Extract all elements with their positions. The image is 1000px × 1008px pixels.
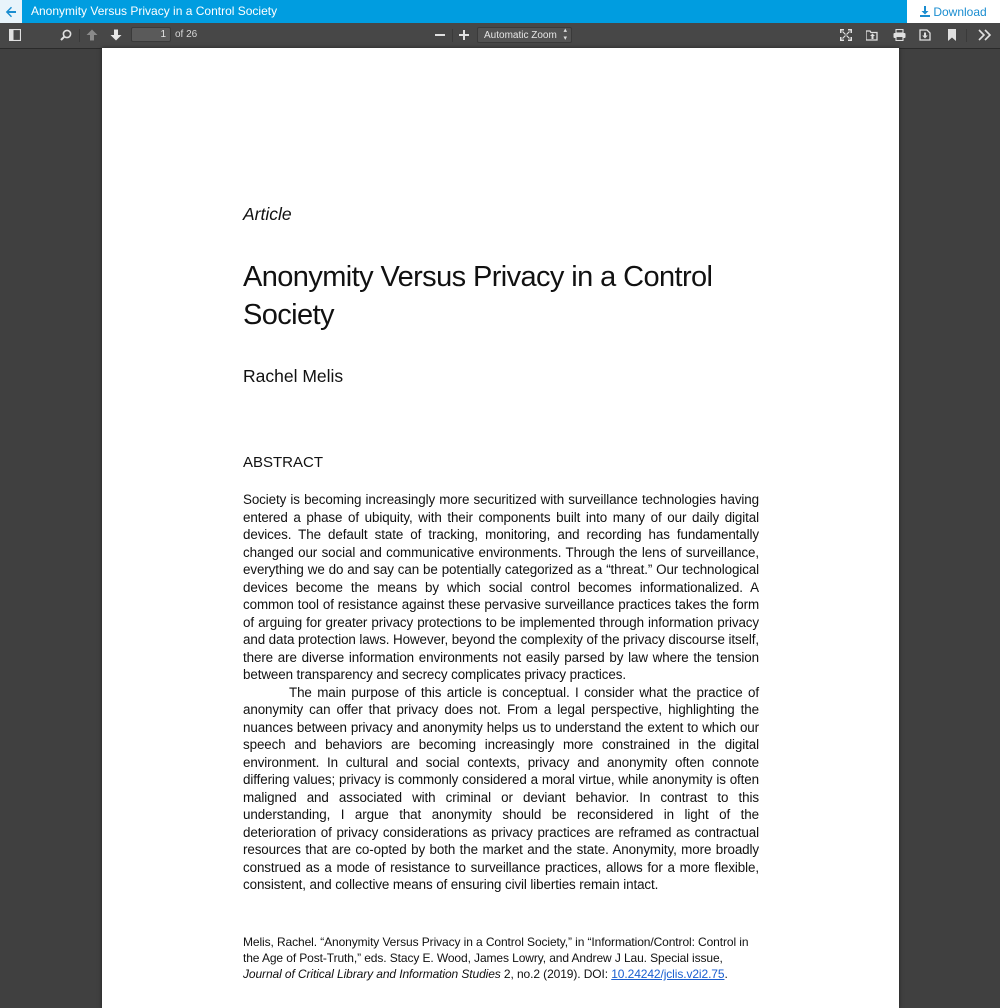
download-button[interactable] (907, 0, 1000, 23)
pdf-toolbar (0, 23, 1000, 49)
abstract-paragraph: The main purpose of this article is conceptual. I consider what the practice of anonymity can offer that privacy does not. From a legal perspective, highlighting the nuances between privacy and anonymity helps us to understand the extent to which our speech and behaviors are becoming increasingly more constrained in the digital environment. In cultural and social contexts, privacy and anonymity often connote differing values; privacy is commonly considered a moral virtue, while anonymity is often maligned and associated with criminal or deviant behavior. In contrast to this understanding, I argue that anonymity should be reconsidered in light of the deterioration of privacy considerations as privacy practices are reframed as contractual resources that are co-opted by both the market and the state. Anonymity, more broadly construed as a mode of resistance to surveillance practices, allows for a more flexible, consistent, and collective means of ensuring civil liberties remain intact. (243, 684, 759, 892)
page-number-input[interactable] (131, 27, 171, 42)
presentation-mode-button[interactable] (836, 26, 856, 44)
toolbar-separator (966, 29, 967, 42)
author-name: Rachel Melis (243, 366, 344, 386)
zoom-in-button[interactable] (454, 26, 474, 44)
download-icon (919, 29, 931, 41)
arrow-left-icon (5, 6, 17, 18)
viewer-header (0, 0, 1000, 23)
zoom-select-value: Automatic Zoom (484, 30, 557, 41)
zoom-select[interactable] (477, 27, 572, 43)
print-button[interactable] (889, 26, 909, 44)
search-icon (60, 29, 72, 41)
citation-journal: Journal of Critical Library and Information Studies (243, 967, 501, 981)
document-title: Anonymity Versus Privacy in a Control Society (31, 4, 278, 18)
open-file-icon (866, 29, 879, 41)
abstract-heading: ABSTRACT (243, 454, 324, 471)
article-label: Article (243, 204, 292, 224)
citation-text: 2, no.2 (2019). DOI: (500, 967, 612, 981)
toolbar-separator (79, 29, 80, 42)
bookmark-icon (947, 29, 957, 41)
zoom-out-button[interactable] (430, 26, 450, 44)
toolbar-separator (452, 29, 453, 42)
page-count-label: of 26 (175, 29, 198, 40)
abstract-body (243, 491, 759, 894)
save-button[interactable] (915, 26, 935, 44)
previous-page-button[interactable] (82, 26, 102, 44)
print-icon (893, 29, 906, 41)
abstract-paragraph: Society is becoming increasingly more securitized with surveillance technologies having entered a phase of ubiquity, with their components built into many of our daily digital devices. The default state of tracking, monitoring, and recording has fundamentally changed our social and communicative environments. Through the lens of surveillance, everything we do and say can be potentially categorized as a “threat.” Our technological devices become the means by which social control becomes informationalized. A common tool of resistance against these pervasive surveillance practices takes the form of arguing for greater privacy protections to be implemented through information privacy and data protection laws. However, beyond the complexity of the privacy discourse itself, there are diverse information environments not easily parsed by law where the tension between transparency and secrecy complicates privacy practices. (243, 492, 759, 682)
tools-icon (978, 29, 991, 41)
back-button[interactable] (0, 0, 22, 23)
find-button[interactable] (56, 26, 76, 44)
next-page-button[interactable] (106, 26, 126, 44)
next-page-icon (110, 29, 122, 41)
download-icon (920, 6, 930, 17)
sidebar-toggle-icon (9, 29, 21, 41)
pdf-page (102, 48, 899, 1008)
presentation-mode-icon (840, 29, 852, 41)
select-arrows-icon: ▴ ▾ (563, 27, 567, 42)
paper-title: Anonymity Versus Privacy in a Control Society (243, 261, 713, 331)
bookmark-button[interactable] (942, 26, 962, 44)
previous-page-icon (86, 29, 98, 41)
citation-end: . (724, 967, 728, 981)
download-label: Download (933, 4, 987, 19)
open-file-button[interactable] (862, 26, 882, 44)
sidebar-toggle-button[interactable] (5, 26, 25, 44)
citation (243, 934, 759, 982)
citation-text: Melis, Rachel. “Anonymity Versus Privacy in a Control Society,” in “Information/Control: Control in the Age of Post-Truth,” eds. Stacy E. Wood, James Lowry, and Andrew J Lau. Special issue, (243, 935, 749, 965)
tools-button[interactable] (974, 26, 994, 44)
doi-link[interactable]: 10.24242/jclis.v2i2.75 (611, 967, 725, 981)
zoom-out-icon (435, 30, 445, 40)
zoom-in-icon (459, 30, 469, 40)
